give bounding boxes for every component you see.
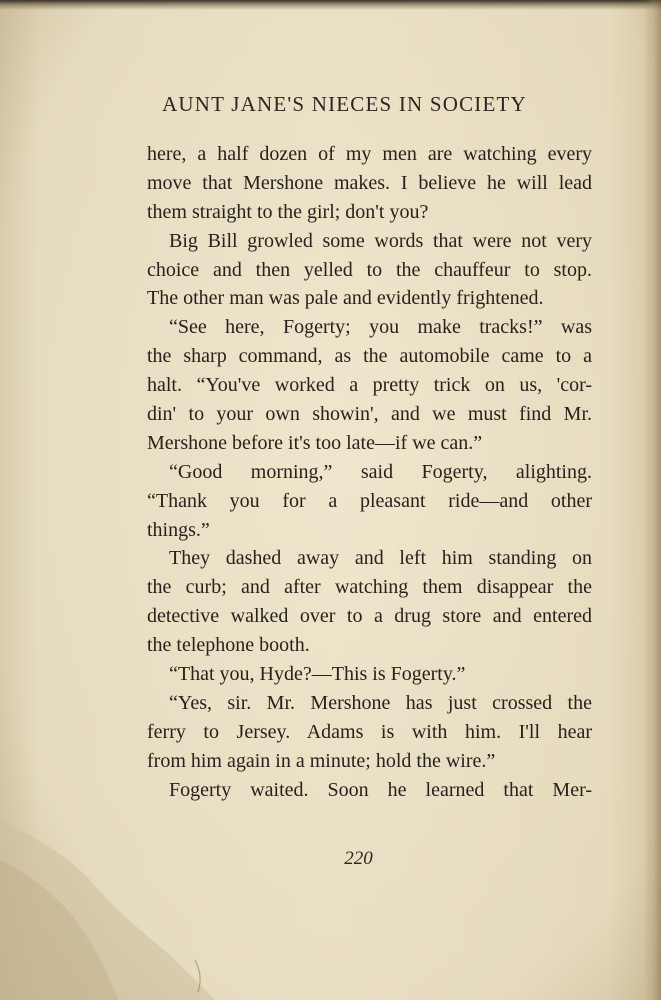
text-line: The other man was pale and evidently frightened. [147,287,544,310]
text-line: They dashed away and left him standing on [169,547,592,570]
running-head: AUNT JANE'S NIECES IN SOCIETY [162,92,527,116]
text-line: move that Mershone makes. I believe he will lead [147,171,592,194]
text-line: halt. “You've worked a pretty trick on us, 'cor- [147,374,592,397]
body-text [147,140,592,804]
text-line: the telephone booth. [147,634,310,657]
text-line: things.” [147,518,210,541]
text-line: “See here, Fogerty; you make tracks!” was [169,316,592,339]
text-line: “That you, Hyde?—This is Fogerty.” [169,663,466,686]
page-number: 220 [344,848,373,869]
text-line: from him again in a minute; hold the wire.” [147,749,496,772]
text-line: ferry to Jersey. Adams is with him. I'll hear [147,720,592,743]
text-line: “Good morning,” said Fogerty, alighting. [169,460,592,483]
text-line: “Yes, sir. Mr. Mershone has just crossed the [169,691,592,714]
text-line: din' to your own showin', and we must find Mr. [147,403,592,426]
text-line: Big Bill growled some words that were not very [169,229,592,252]
text-line: detective walked over to a drug store and entered [147,605,592,628]
text-line: choice and then yelled to the chauffeur to stop. [147,258,592,281]
text-line: them straight to the girl; don't you? [147,200,429,223]
text-line: the sharp command, as the automobile came to a [147,345,592,368]
text-line: Mershone before it's too late—if we can.” [147,431,483,454]
text-line: “Thank you for a pleasant ride—and other [147,489,592,512]
text-line: Fogerty waited. Soon he learned that Mer- [169,778,592,801]
text-line: here, a half dozen of my men are watching every [147,143,592,165]
text-line: the curb; and after watching them disappear the [147,576,592,599]
